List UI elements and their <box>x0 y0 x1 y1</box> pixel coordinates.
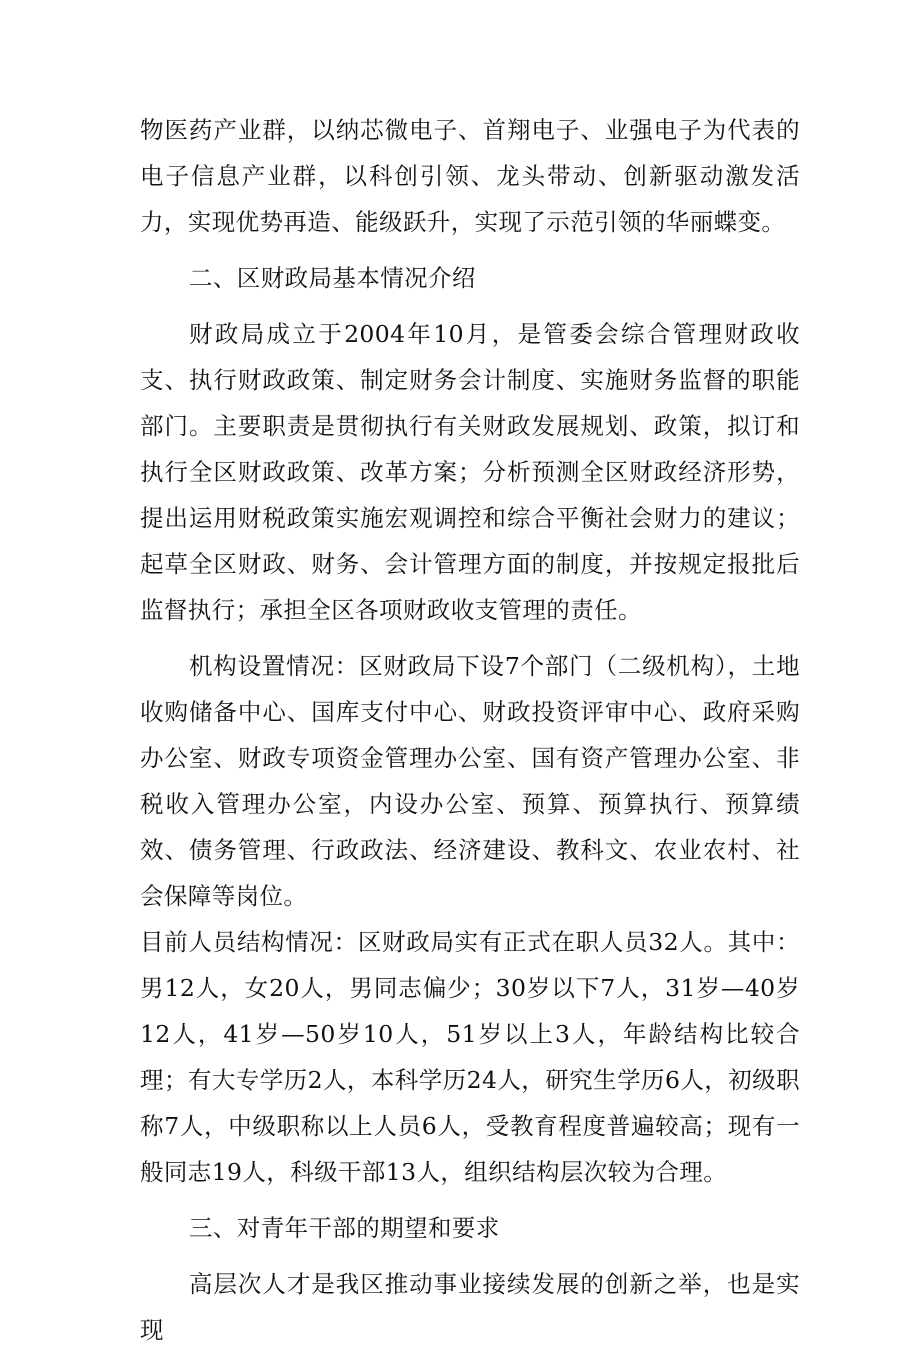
paragraph-organization-setup: 机构设置情况：区财政局下设7个部门（二级机构），土地收购储备中心、国库支付中心、财政投资评审中心、政府采购办公室、财政专项资金管理办公室、国有资产管理办公室、非税收入管理办公室，内设办公室、预算、预算执行、预算绩效、债务管理、行政政法、经济建设、教科文、农业农村、社会保障等岗位。 <box>140 652 800 910</box>
document-body <box>140 107 800 1353</box>
section-heading-youth-cadres: 三、对青年干部的期望和要求 <box>189 1214 500 1242</box>
paragraph-industry-clusters: 物医药产业群，以纳芯微电子、首翔电子、业强电子为代表的电子信息产业群，以科创引领、龙头带动、创新驱动激发活力，实现优势再造、能级跃升，实现了示范引领的华丽蝶变。 <box>140 116 800 236</box>
section-heading-finance-bureau: 二、区财政局基本情况介绍 <box>189 264 476 292</box>
paragraph-talent-intro: 高层次人才是我区推动事业接续发展的创新之举，也是实现 <box>140 1270 800 1344</box>
paragraph-bureau-duties: 财政局成立于2004年10月，是管委会综合管理财政收支、执行财政政策、制定财务会计制度、实施财务监督的职能部门。主要职责是贯彻执行有关财政发展规划、政策，拟订和执行全区财政政策、改革方案；分析预测全区财政经济形势，提出运用财税政策实施宏观调控和综合平衡社会财力的建议；起草全区财政、财务、会计管理方面的制度，并按规定报批后监督执行；承担全区各项财政收支管理的责任。 <box>140 320 800 624</box>
paragraph-staff-structure: 目前人员结构情况：区财政局实有正式在职人员32人。其中：男12人，女20人，男同志偏少；30岁以下7人，31岁—40岁12人，41岁—50岁10人，51岁以上3人，年龄结构比较合理；有大专学历2人，本科学历24人，研究生学历6人，初级职称7人，中级职称以上人员6人，受教育程度普遍较高；现有一般同志19人，科级干部13人，组织结构层次较为合理。 <box>140 928 800 1186</box>
